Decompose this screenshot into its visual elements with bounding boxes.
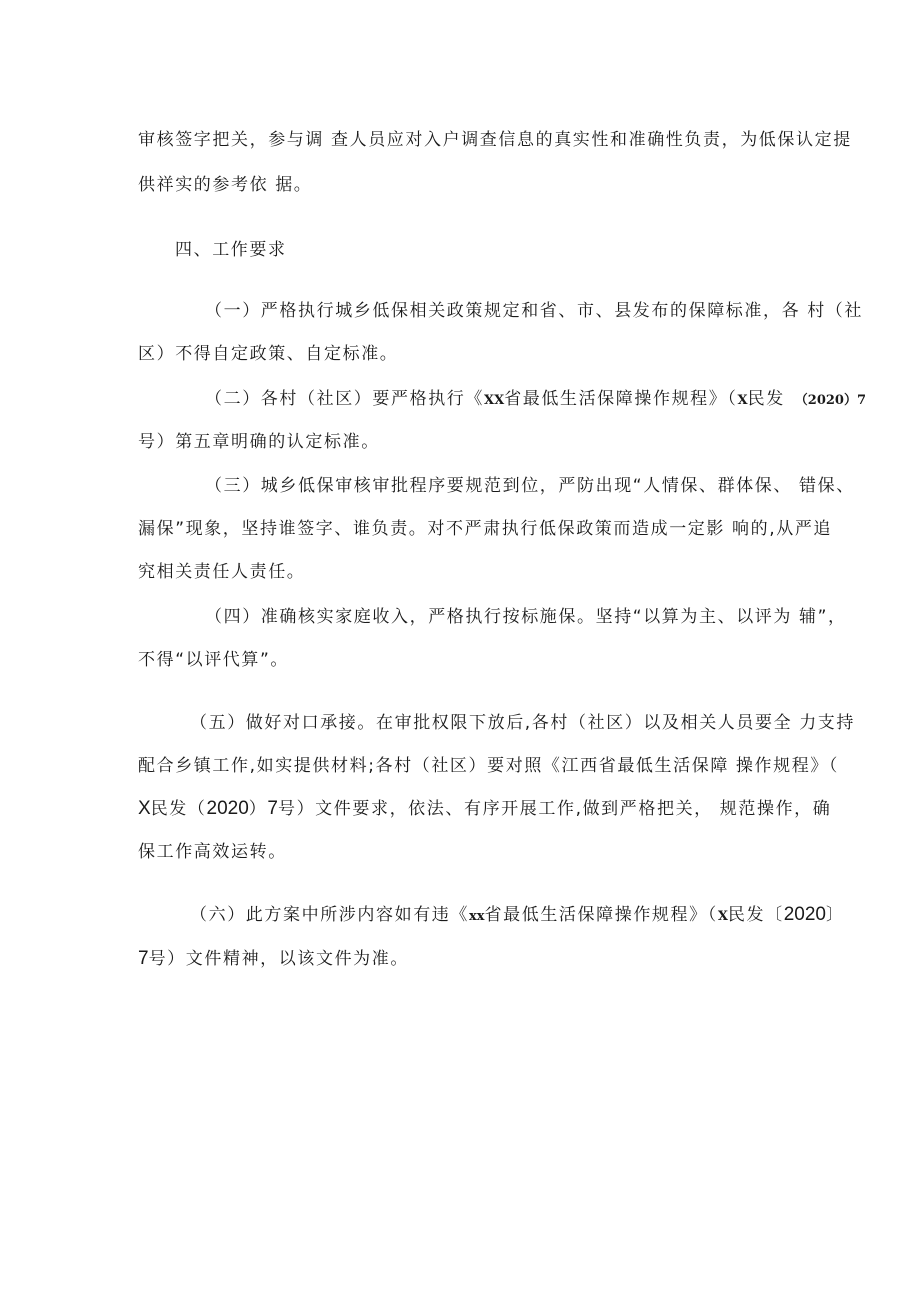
item-2-doc-number: （2020）7 [794,393,867,408]
item-6-text-a: （六）此方案中所涉内容如有违《 [190,905,469,925]
item-5-year: 2020 [206,798,249,819]
item-3-line-1: （三）城乡低保审核审批程序要规范到位，严防出现“人情保、群体保、 错保、 [205,476,855,496]
section-heading: 四、工作要求 [175,240,287,260]
item-6-year: 2020 [783,904,827,925]
item-4-line-1: （四）准确核实家庭收入，严格执行按标施保。坚持“以算为主、以评为 辅”， [205,607,847,627]
item-6-line-2 [138,947,409,971]
item-5-text-f: 号）文件要求，依法、有序开展工作,做到严格把关， 规范操作，确 [277,799,832,819]
item-5-number: 7 [267,798,278,819]
item-2-text-c: 省最低生活保障操作规程》（ [504,389,738,409]
item-5-text-b: 民发（ [150,799,207,819]
item-6-xx: xx [469,909,485,924]
item-6-text-e: 民发〔 [727,905,784,925]
item-6-x: X [717,909,728,924]
item-3-line-3: 究相关责任人责任。 [138,562,306,582]
item-1-line-2: 区）不得自定政策、自定标准。 [138,344,399,364]
item-6-text-c: 省最低生活保障操作规程》（ [484,905,718,925]
item-2-text-a: （二）各村（社区）要严格执行《 [205,389,484,409]
item-6-text-b: 号）文件精神，以该文件为准。 [148,949,409,969]
item-5-x: X [138,798,151,819]
item-6-number: 7 [138,948,149,969]
item-6-line-1 [190,903,845,929]
item-4-line-2: 不得“以评代算”。 [138,650,290,670]
intro-line-1: 审核签字把关，参与调 查人员应对入户调查信息的真实性和准确性负责，为低保认定提 [138,130,852,150]
item-5-line-3 [138,797,831,821]
item-5-line-4: 保工作高效运转。 [138,842,287,862]
item-2-xx: XX [484,393,505,408]
intro-line-2: 供祥实的参考依 据。 [138,175,313,195]
item-5-line-2: 配合乡镇工作,如实提供材料;各村（社区）要对照《江西省最低生活保障 操作规程》（ [138,756,840,776]
item-5-text-d: ） [248,799,268,819]
item-2-x: X [737,393,748,408]
item-3-line-2: 漏保”现象，坚持谁签字、谁负责。对不严肃执行低保政策而造成一定影 响的,从严追 [138,519,833,539]
item-2-line-1 [205,387,866,413]
item-6-text-g: 〕 [826,905,845,925]
item-1-line-1: （一）严格执行城乡低保相关政策规定和省、市、县发布的保障标准，各 村（社 [205,301,864,321]
item-2-line-2: 号）第五章明确的认定标准。 [138,432,380,452]
item-5-line-1: （五）做好对口承接。在审批权限下放后,各村（社区）以及相关人员要全 力支持 [190,713,856,733]
item-2-text-e: 民发 [747,389,785,409]
